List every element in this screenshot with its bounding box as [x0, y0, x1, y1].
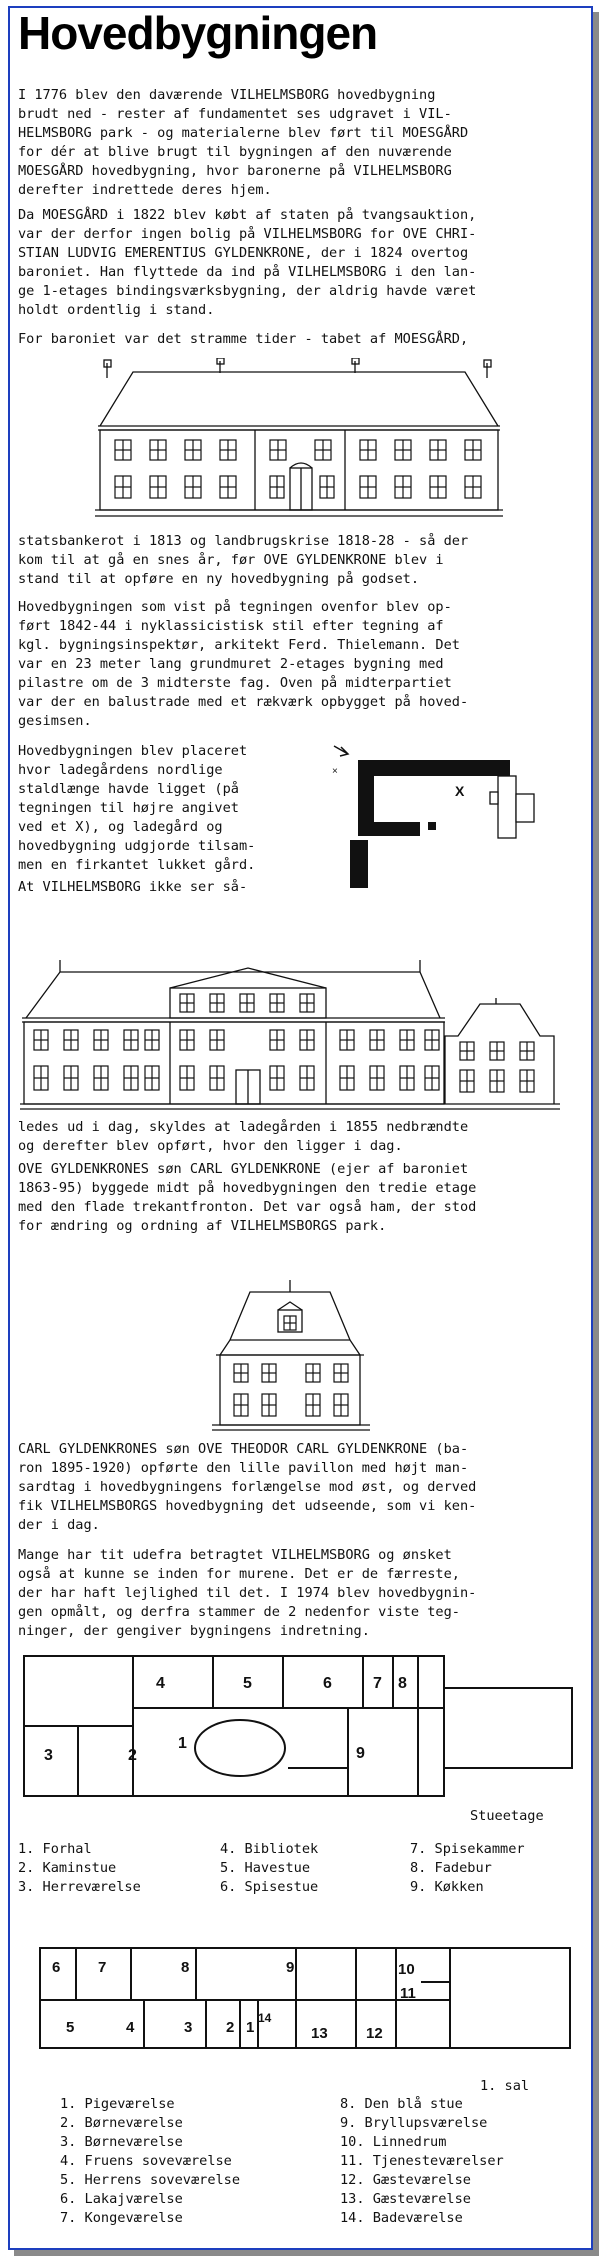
- paragraph-3: For baroniet var det stramme tider - tabet af MOESGÅRD,: [18, 331, 469, 347]
- paragraph-5: Hovedbygningen som vist på tegningen ovenfor blev op- ført 1842-44 i nyklassicistisk stil efter tegning af kgl. bygningsinspektør, arkitekt Ferd. Thielemann. Det var en 23 meter lang grundmuret 2-etages bygning med pilastre om de 3 midterste fag. Oven på midterpartiet var der en balustrade med et rækværk opbygget på hoved- gesimsen.: [18, 599, 469, 729]
- ground-floor-legend-col2: [220, 1840, 318, 1897]
- ground-floor-plan: [18, 1648, 580, 1808]
- gf-room-4: 4: [156, 1675, 165, 1692]
- ff-room-8: 8: [181, 1959, 190, 1976]
- ff-room-6: 6: [52, 1959, 61, 1976]
- gf-room-8: 8: [398, 1675, 407, 1692]
- paragraph-8: ledes ud i dag, skyldes at ladegården i 1855 nedbrændte og derefter blev opført, hvor den ligger i dag.: [18, 1119, 469, 1154]
- gf-room-9: 9: [356, 1745, 365, 1762]
- gf-room-6: 6: [323, 1675, 332, 1692]
- first-floor-plan: [36, 1942, 576, 2072]
- legend-item: 9. Bryllupsværelse: [340, 2115, 488, 2131]
- legend-item: 4. Bibliotek: [220, 1841, 319, 1857]
- ff-room-12: 12: [366, 2025, 383, 2042]
- legend-item: 9. Køkken: [410, 1879, 484, 1895]
- legend-item: 6. Lakajværelse: [60, 2191, 183, 2207]
- paragraph-9: OVE GYLDENKRONES søn CARL GYLDENKRONE (ejer af baroniet 1863-95) byggede midt på hovedbygningen den tredie etage med den flade trekantfronton. Det var også ham, der stod for ændring og ordning af VILHELMSBORGS park.: [18, 1161, 477, 1234]
- extended-building-drawing: [20, 958, 585, 1113]
- legend-item: 2. Børneværelse: [60, 2115, 183, 2131]
- paragraph-10: CARL GYLDENKRONES søn OVE THEODOR CARL GYLDENKRONE (ba- ron 1895-1920) opførte den lille pavillon med højt man- sardtag i hovedbygningens forlængelse mod øst, og derved fik VILHELMSBORGS hovedbygning det udseende, som vi ken- der i dag.: [18, 1441, 477, 1533]
- original-building-drawing: [95, 358, 505, 523]
- legend-item: 14. Badeværelse: [340, 2210, 463, 2226]
- first-floor-legend-col1: [60, 2095, 240, 2228]
- legend-item: 6. Spisestue: [220, 1879, 319, 1895]
- page-title: Hovedbygningen: [18, 7, 378, 59]
- gf-room-1: 1: [178, 1735, 187, 1752]
- gf-room-3: 3: [44, 1747, 53, 1764]
- ff-room-5: 5: [66, 2019, 75, 2036]
- ground-floor-legend-col3: [410, 1840, 525, 1897]
- ff-room-9: 9: [286, 1959, 295, 1976]
- ff-room-2: 2: [226, 2019, 235, 2036]
- ff-room-10: 10: [398, 1961, 415, 1978]
- legend-item: 5. Havestue: [220, 1860, 311, 1876]
- legend-item: 4. Fruens soveværelse: [60, 2153, 232, 2169]
- site-plan-marker: X: [455, 783, 465, 799]
- legend-item: 7. Kongeværelse: [60, 2210, 183, 2226]
- gf-room-2: 2: [128, 1747, 137, 1764]
- paragraph-6: Hovedbygningen blev placeret hvor ladegårdens nordlige staldlænge havde ligget (på tegningen til højre angivet ved et X), og ladegård og hovedbygning udgjorde tilsam- men en firkantet lukket gård.: [18, 743, 256, 873]
- paragraph-2: Da MOESGÅRD i 1822 blev købt af staten på tvangsauktion, var der derfor ingen bolig på VILHELMSBORG for OVE CHRI- STIAN LUDVIG EMERENTIUS GYLDENKRONE, der i 1824 overtog baroniet. Han flyttede da ind på VILHELMSBORG i den lan- ge 1-etages bindingsværksbygning, der aldrig havde været holdt ordentlig i stand.: [18, 207, 477, 318]
- legend-item: 12. Gæsteværelse: [340, 2172, 471, 2188]
- site-plan-drawing: [328, 742, 573, 892]
- legend-item: 1. Forhal: [18, 1841, 92, 1857]
- ff-room-3: 3: [184, 2019, 193, 2036]
- svg-text:×: ×: [332, 766, 338, 777]
- legend-item: 2. Kaminstue: [18, 1860, 117, 1876]
- pavilion-drawing: [200, 1280, 380, 1435]
- ff-room-4: 4: [126, 2019, 135, 2036]
- legend-item: 11. Tjenesteværelser: [340, 2153, 504, 2169]
- ff-room-11: 11: [400, 1985, 416, 2002]
- legend-item: 8. Den blå stue: [340, 2096, 463, 2112]
- first-floor-legend-col2: [340, 2095, 504, 2228]
- paragraph-1: I 1776 blev den daværende VILHELMSBORG hovedbygning brudt ned - rester af fundamentet ses udgravet i VIL- HELMSBORG park - og materialerne blev ført til MOESGÅRD for dér at blive brugt til bygningen af den nuværende MOESGÅRD hovedbygning, hvor baronerne på VILHELMSBORG derefter indrettede deres hjem.: [18, 87, 469, 198]
- legend-item: 5. Herrens soveværelse: [60, 2172, 241, 2188]
- ff-room-14: 14: [258, 2011, 272, 2025]
- paragraph-7: At VILHELMSBORG ikke ser så-: [18, 879, 248, 895]
- legend-item: 10. Linnedrum: [340, 2134, 447, 2150]
- legend-item: 13. Gæsteværelse: [340, 2191, 471, 2207]
- gf-room-7: 7: [373, 1675, 382, 1692]
- legend-item: 3. Børneværelse: [60, 2134, 183, 2150]
- ground-floor-legend-col1: [18, 1840, 141, 1897]
- legend-item: 8. Fadebur: [410, 1860, 492, 1876]
- paragraph-4: statsbankerot i 1813 og landbrugskrise 1818-28 - så der kom til at gå en snes år, før OVE GYLDENKRONE blev i stand til at opføre en ny hovedbygning på godset.: [18, 533, 469, 587]
- legend-item: 3. Herreværelse: [18, 1879, 141, 1895]
- ff-room-7: 7: [98, 1959, 107, 1976]
- legend-item: 7. Spisekammer: [410, 1841, 525, 1857]
- ff-room-1: 1: [246, 2019, 255, 2036]
- ff-room-13: 13: [311, 2025, 328, 2042]
- ground-floor-caption: Stueetage: [470, 1808, 544, 1824]
- gf-room-5: 5: [243, 1675, 252, 1692]
- first-floor-caption: 1. sal: [480, 2078, 530, 2094]
- paragraph-11: Mange har tit udefra betragtet VILHELMSBORG og ønsket også at kunne se inden for murene. Det er de færreste, der har haft lejlighed til det. I 1974 blev hovedbygnin- gen opmålt, og derfra stammer de 2 nedenfor viste teg- ninger, der gengiver bygningens indretning.: [18, 1547, 477, 1639]
- legend-item: 1. Pigeværelse: [60, 2096, 175, 2112]
